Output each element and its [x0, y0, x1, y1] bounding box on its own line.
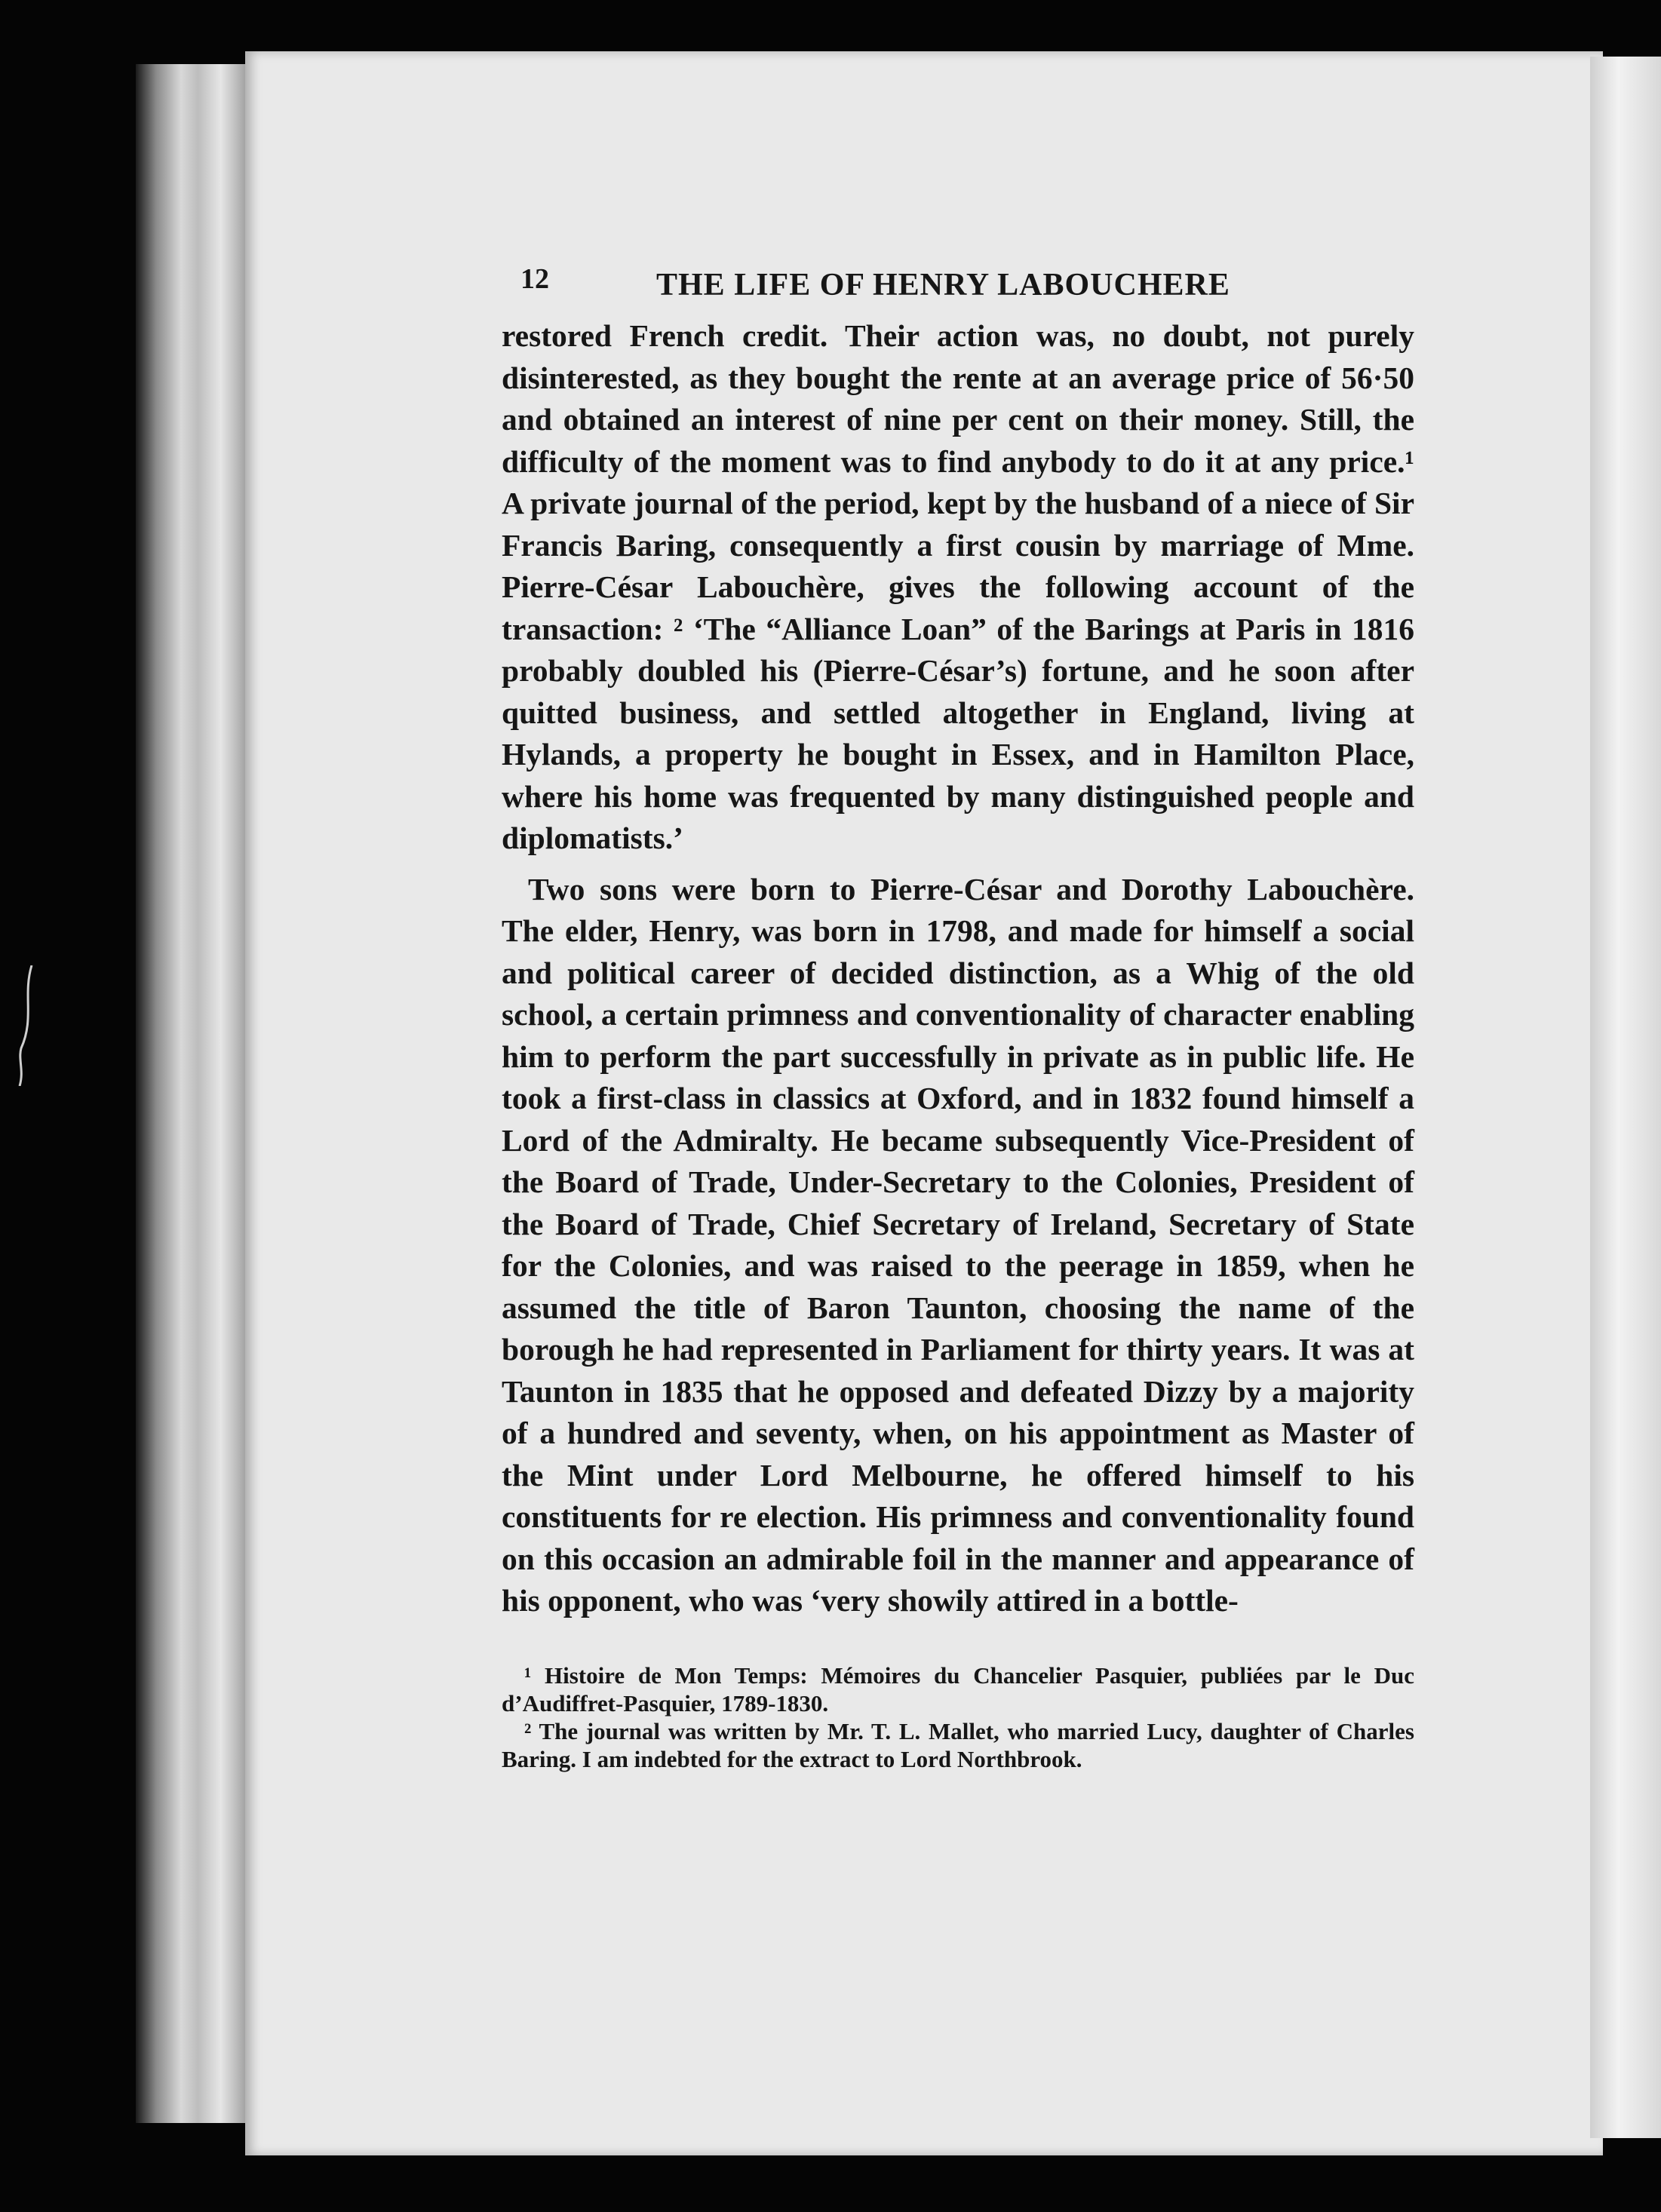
running-title: THE LIFE OF HENRY LABOUCHERE: [656, 268, 1230, 302]
facing-page-edge: [1590, 57, 1661, 2138]
paragraph-2: Two sons were born to Pierre-César and Dorothy Labouchère. The elder, Henry, was born in 1798, and made for himself a social and political career of decided distinction, as a Whig of the old school, a certain primness and conventionality of character enabling him to perform the part successfully in private as in public life. He took a first-class in classics at Oxford, and in 1832 found himself a Lord of the Admiralty. He became subsequently Vice-President of the Board of Trade, Under-Secretary to the Colonies, President of the Board of Trade, Chief Secretary of Ireland, Secretary of State for the Colonies, and was raised to the peerage in 1859, when he assumed the title of Baron Taunton, choosing the name of the borough he had represented in Parliament for thirty years. It was at Taunton in 1835 that he opposed and defeated Dizzy by a majority of a hundred and seventy, when, on his appointment as Master of the Mint under Lord Melbourne, he offered himself to his constituents for re election. His primness and conventionality found on this occasion an admirable foil in the manner and appearance of his opponent, who was ‘very showily attired in a bottle-: [502, 871, 1414, 1618]
footnote-2: ² The journal was written by Mr. T. L. Mallet, who married Lucy, daughter of Charles Baring. I am indebted for the extract to Lord Northbrook.: [502, 1717, 1414, 1772]
scratch-mark: [15, 965, 38, 1086]
page-content: [502, 262, 1414, 1773]
paragraph-1: restored French credit. Their action was, no doubt, not purely disinterested, as they bought the rente at an average price of 56·50 and obtained an interest of nine per cent on their money. Still, the difficulty of the moment was to find anybody to do it at any price.¹ A private journal of the period, kept by the husband of a niece of Sir Francis Baring, consequently a first cousin by marriage of Mme. Pierre-César Labouchère, gives the following account of the transaction: ² ‘The “Alliance Loan” of the Barings at Paris in 1816 probably doubled his (Pierre-César’s) fortune, and he soon after quitted business, and settled altogether in England, living at Hylands, a property he bought in Essex, and in Hamilton Place, where his home was frequented by many distinguished people and diplomatists.’: [502, 318, 1414, 855]
page-number: 12: [520, 263, 549, 295]
running-head: [502, 262, 1414, 315]
footnote-1: ¹ Histoire de Mon Temps: Mémoires du Chancelier Pasquier, publiées par le Duc d’Audiffret-Pasquier, 1789-1830.: [502, 1661, 1414, 1717]
body-text: [502, 315, 1414, 1622]
book-spine: [136, 64, 249, 2123]
footnotes: [502, 1661, 1414, 1773]
